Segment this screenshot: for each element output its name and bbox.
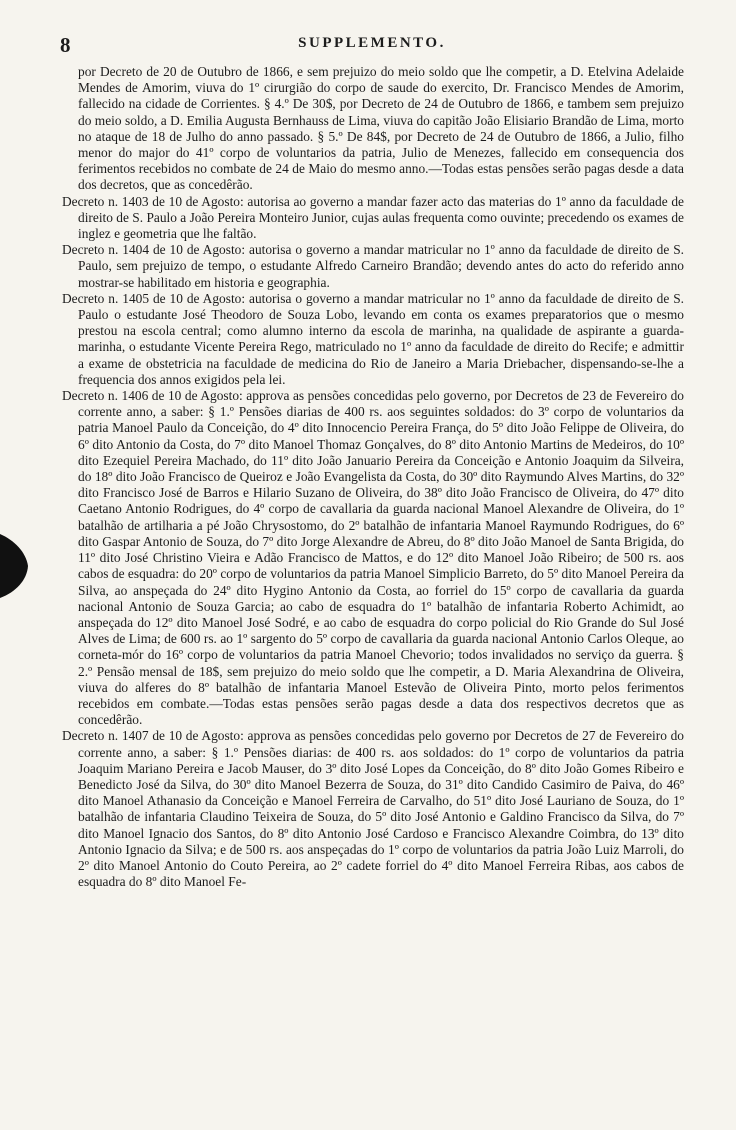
paragraph-continuation: por Decreto de 20 de Outubro de 1866, e sem prejuizo do meio soldo que lhe competir, a D. Etelvina Adelaide Mendes de Amorim, viuva do 1º cirurgião do corpo de saude do exercito, Dr. Francisco Mendes de Amorim, fallecido na cidade de Corrientes. § 4.º De 30$, por Decreto de 24 de Outubro de 1866, e tambem sem prejuizo do meio soldo, a D. Emilia Augusta Bernhauss de Lima, viuva do capitão João Elisiario Brandão de Lima, morto no ataque de 18 de Julho do anno passado. § 5.º De 84$, por Decreto de 24 de Outubro de 1866, a Julio, filho menor do major do 41º corpo de voluntarios da patria, Julio de Menezes, fallecido em consequencia dos ferimentos recebidos no combate de 24 de Maio do mesmo anno.—Todas estas pensões serão pagas desde a data dos decretos, que as concedêrão. [78,64,684,193]
binding-clip-mark [0,530,34,600]
running-title: SUPPLEMENTO. [298,35,446,51]
paragraph-decreto-1405: Decreto n. 1405 de 10 de Agosto: autorisa o governo a mandar matricular no 1º anno da faculdade de direito de S. Paulo o estudante José Theodoro de Souza Lobo, levando em conta os exames preparatorios que o mesmo prestou na escola central; como alumno interno da escola de marinha, na qualidade de aspirante a guarda-marinha, o estudante Vicente Pereira Rego, matriculado no 1º anno da faculdade de direito do Recife; e admittir a exame de obstetricia na faculdade de medicina do Rio de Janeiro a Maria Driebacher, dispensando-se-lhe a frequencia dos annos exigidos pela lei. [62,290,684,387]
paragraph-decreto-1403: Decreto n. 1403 de 10 de Agosto: autorisa ao governo a mandar fazer acto das materias do 1º anno da faculdade de direito de S. Paulo a João Pereira Monteiro Junior, cujas aulas frequenta como ouvinte; precedendo os exames de inglez e geometria que lhe faltão. [62,193,684,242]
body-text [62,64,684,890]
page-header [60,33,684,55]
paragraph-decreto-1407: Decreto n. 1407 de 10 de Agosto: approva as pensões concedidas pelo governo por Decretos de 27 de Fevereiro do corrente anno, a saber: § 1.º Pensões diarias: de 400 rs. aos soldados: do 1º corpo de voluntarios da patria Joaquim Mariano Pereira e Jacob Mauser, do 3º dito José Lopes da Conceição, do 8º dito João Gomes Ribeiro e Benedicto José da Silva, do 30º dito Manoel Bezerra de Souza, do 31º dito Candido Casimiro de Paiva, do 46º dito Manoel Athanasio da Conceição e Manoel Ferreira de Carvalho, do 51º dito José Lauriano de Souza, do 1º batalhão de infantaria Claudino Teixeira de Souza, do 5º dito José Antonio e Galdino Francisco da Silva, do 7º dito Manoel Ignacio dos Santos, do 8º dito Antonio José Cardoso e Francisco Alexandre Coimbra, do 13º dito Antonio Ignacio da Silva; e de 500 rs. aos anspeçadas do 1º corpo de voluntarios da patria João Luiz Marroli, do 2º dito Manoel Antonio do Couto Pereira, ao 2º cadete forriel do 4º dito Manoel Ferreira Ribas, aos cabos de esquadra do 8º dito Manoel Fe- [62,728,684,890]
page-number: 8 [60,33,71,57]
paragraph-decreto-1404: Decreto n. 1404 de 10 de Agosto: autorisa o governo a mandar matricular no 1º anno da faculdade de direito de S. Paulo, sem prejuizo de tempo, o estudante Alfredo Carneiro Brandão; devendo antes do acto do referido anno mostrar-se habilitado em historia e geographia. [62,242,684,290]
paragraph-decreto-1406: Decreto n. 1406 de 10 de Agosto: approva as pensões concedidas pelo governo, por Decretos de 23 de Fevereiro do corrente anno, a saber: § 1.º Pensões diarias de 400 rs. aos seguintes soldados: do 3º corpo de voluntarios da patria Manoel Paulo da Conceição, do 4º dito Innocencio Pereira França, do 5º dito João Felippe de Oliveira, do 6º dito Antonio da Costa, do 7º dito Manoel Thomaz Gonçalves, do 8º dito Antonio Martins de Medeiros, do 10º dito Ezequiel Pereira Machado, do 11º dito João Januario Pereira da Conceição e Antonio Joaquim da Silveira, do 18º dito João Francisco de Queiroz e João Evangelista da Costa, do 30º dito Raymundo Alves Martins, do 32º dito Francisco José de Barros e Hilario Suzano de Oliveira, do 38º dito João Francisco de Oliveira, do 47º dito Caetano Antonio Rodrigues, do 4º corpo de cavallaria da guarda nacional Manoel Alexandre de Oliveira, do 1º batalhão de artilharia a pé João Chrysostomo, do 2º batalhão de infantaria Manoel Raymundo Rodrigues, do 6º dito Gaspar Antonio de Souza, do 7º dito Jorge Alexandre de Abreu, do 8º dito João Manoel de Santa Brigida, do 11º dito José Christino Vieira e Adão Francisco de Mattos, e do 12º dito Manoel João Ribeiro; de 500 rs. aos cabos de esquadra: do 20º corpo de voluntarios da patria Manoel Simplicio Barreto, do 5º dito Manoel Pereira da Silva, ao anspeçada do 24º dito Hygino Antonio da Costa, ao forriel do 15º corpo de cavallaria da guarda nacional Antonio de Souza Garcia; ao cabo de esquadra do 1º batalhão de infantaria Roberto Achimidt, ao anspeçada do 12º dito Manoel José Sodré, e ao cabo de esquadra do corpo policial do Rio Grande do Sul José Alves de Lima; de 600 rs. ao 1º sargento do 5º corpo de cavallaria da guarda nacional Antonio Carlos Oleque, ao corneta-mór do 16º corpo de voluntarios da patria Manoel Chevorio; todos invalidados no serviço da guerra. § 2.º Pensão mensal de 18$, sem prejuizo do meio soldo que lhe competir, a D. Maria Alexandrina de Oliveira, viuva do alferes do 8º batalhão de infantaria Manoel Estevão de Oliveira Pinto, morto pelos ferimentos recebidos em combate.—Todas estas pensões serão pagas desde a data dos respectivos decretos que as concedêrão. [62,388,684,728]
